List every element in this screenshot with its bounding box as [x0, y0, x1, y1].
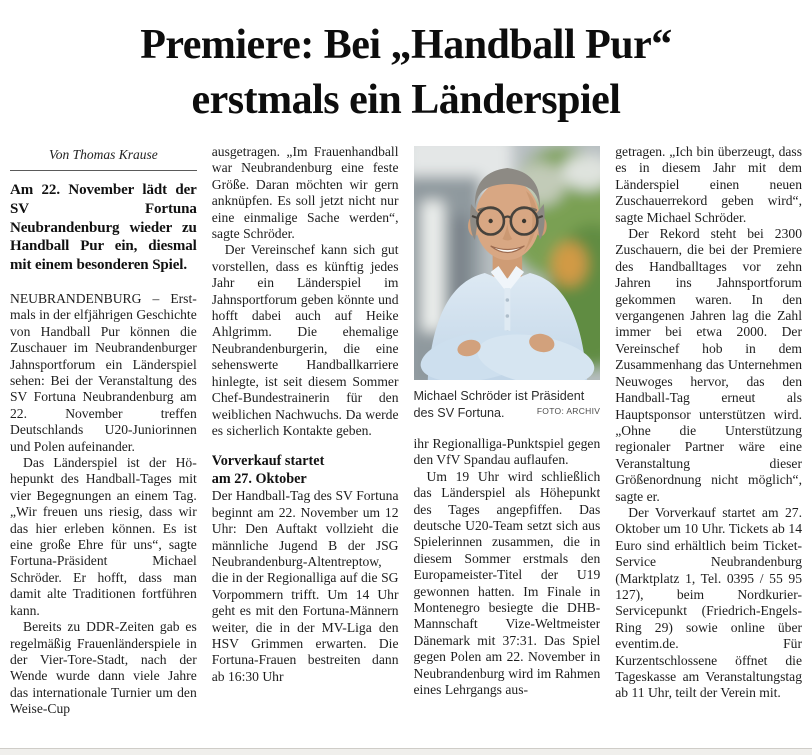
portrait-photo-figure — [414, 146, 601, 422]
photo-caption-text: Michael Schröder ist Präsident des SV Fortuna. — [413, 389, 585, 420]
byline: Von Thomas Krause — [48, 147, 158, 162]
paragraph: getragen. „Ich bin überzeugt, dass es in diesem Jahr mit dem Länderspiel einen neuen Zuschauerrekord geben wird“, sagte Michael Schröder. — [615, 144, 802, 225]
headline — [24, 18, 788, 128]
paragraph: Das Länderspiel ist der Höhepunkt des Handball-Tages mit vier Begegnungen an einem Tag. „Wir freuen uns riesig, dass wir das hier erleben können. Es ist eine große Ehre für uns“, sagte Fortuna-Präsident Michael Schröder. Er hofft, dass man damit alte Traditionen fortführen kann. — [10, 455, 197, 618]
subheading-line-2: am 27. Oktober — [211, 470, 307, 487]
paragraph: Der Handball-Tag des SV Fortuna beginnt am 22. November um 12 Uhr: Den Auftakt vollzieht die männliche Jugend B der JSG Neubrandenburg-Altentreptow, die in der Regionalliga auf die SG Vorpommern trifft. Um 14 Uhr geht es mit den Fortuna-Männern weiter, die in der MV-Liga den HSV Grimmen erwarten. Die Fortuna-Frauen bestreiten dann ab 16:30 Uhr — [211, 488, 399, 684]
column-3 — [414, 144, 601, 744]
byline-rule — [10, 170, 197, 171]
paragraph: Der Rekord steht bei 2300 Zuschauern, die bei der Premiere des Handballtages vor zehn Jahren ins Jahnsportforum gekommen waren. In den vergangenen Jahren lag die Zahl immer bei etwa 2000. Der Vereinschef hob in dem Zusammenhang das Unternehmen Neuwoges hervor, das den Handball-Tag erneut als Hauptsponsor unterstützen wird. „Ohne die Unterstützung regionaler Partner wäre eine Veranstaltung dieser Größenordnung nicht möglich“, sagte er. — [615, 226, 802, 504]
portrait-photo — [414, 146, 601, 380]
headline-line-2: erstmals ein Länderspiel — [191, 77, 621, 123]
photo-credit: FOTO: ARCHIV — [536, 406, 601, 416]
paragraph: Der Vorverkauf startet am 27. Oktober um 10 Uhr. Tickets ab 14 Euro sind erhältlich beim Ticket-Service Neubrandenburg (Marktplatz 1, Tel. 0395 / 55 95 127), beim Nordkurier-Servicepunkt (Friedrich-Engels-Ring 29) sowie online über eventim.de. Für Kurzentschlossene öffnet die Tageskasse am Veranstaltungstag ab 11 Uhr, teilt der Verein mit. — [615, 504, 802, 701]
lead-paragraph: Am 22. November lädt der SV Fortuna Neubrandenburg wieder zu Handball Pur ein, diesmal mit einem besonderen Spiel. — [10, 182, 197, 274]
headline-line-1: Premiere: Bei „Handball Pur“ — [140, 22, 672, 68]
column-4 — [615, 144, 802, 744]
paragraph: Der Vereinschef kann sich gut vorstellen, dass es künftig jedes Jahr ein Länderspiel im Jahnsportforum geben könnte und hofft dabei auch auf Heike Ahlgrimm. Die ehemalige Neubrandenburgerin, die eine sehenswerte Handballkarriere hinlegte, ist seit diesem Sommer Chef-Bundestrainerin für den weiblichen Nachwuchs. Da werde es sicherlich Kontakte geben. — [211, 242, 399, 438]
paragraph: NEUBRANDENBURG – Erstmals in der elfjährigen Geschichte von Handball Pur können die Zuschauer im Neubrandenburger Jahnsportforum ein Länderspiel sehen: Bei der Veranstaltung des SV Fortuna Neubrandenburg am 22. November treffen Deutschlands U20-Juniorinnen und Polen aufeinander. — [10, 290, 197, 454]
column-1 — [10, 144, 197, 744]
subheading-line-1: Vorverkauf startet — [211, 453, 325, 470]
paragraph: Bereits zu DDR-Zeiten gab es regelmäßig Frauenländerspiele in der Vier-Tore-Stadt, nach der Wende wurde dann viele Jahre das internationale Turnier um den Weise-Cup — [10, 619, 197, 717]
paragraph: ihr Regionalliga-Punktspiel gegen den VfV Spandau auflaufen. — [413, 436, 601, 468]
photo-caption — [414, 388, 601, 422]
paragraph: Um 19 Uhr wird schließlich das Länderspiel als Höhepunkt des Tages angepfiffen. Das deutsche U20-Team setzt sich aus Spielerinnen zusammen, die in diesem Sommer erstmals den Europameister-Titel der U19 gewonnen hatten. Im Finale in Montenegro besiegte die DHB-Mannschaft Vize-Weltmeister Dänemark mit 37:31. Das Spiel gegen Polen am 22. November in Neubrandenburg wird im Rahmen eines Lehrgangs aus- — [413, 468, 601, 698]
subheading — [212, 453, 399, 488]
page-bottom-edge — [0, 748, 812, 755]
article-columns — [0, 144, 812, 744]
paragraph: ausgetragen. „Im Frauenhandball war Neubrandenburg eine feste Größe. Daran möchten wir gern anknüpfen. Es soll jetzt nicht nur eine einmalige Sache werden“, sagte Schröder. — [211, 144, 399, 242]
column-2 — [212, 144, 399, 744]
